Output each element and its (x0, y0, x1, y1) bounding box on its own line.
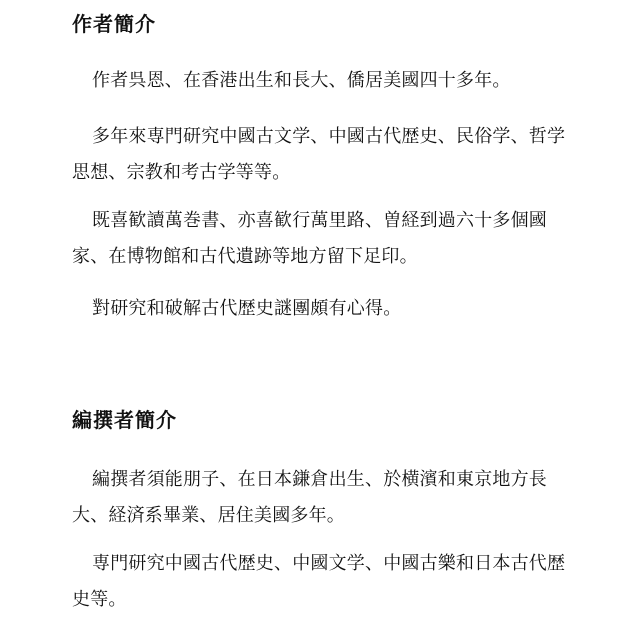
author-paragraph: 對研究和破解古代歴史謎團頗有心得。 (92, 298, 402, 319)
editor-paragraph: 専門研究中國古代歴史、中國文学、中國古樂和日本古代歴史等。 (72, 553, 566, 610)
author-paragraph: 作者呉恩、在香港出生和長大、僑居美國四十多年。 (92, 70, 511, 91)
editor-paragraph: 編撰者須能朋子、在日本鎌倉出生、於横濱和東京地方長大、経済系畢業、居住美國多年。 (72, 469, 547, 526)
author-paragraph: 既喜歓讀萬巻書、亦喜歓行萬里路、曽経到過六十多個國家、在博物館和古代遺跡等地方留下足印。 (72, 210, 547, 267)
editor-section-title: 編撰者簡介 (72, 408, 177, 432)
author-section-title: 作者簡介 (72, 12, 156, 36)
author-paragraph: 多年來専門研究中國古文学、中國古代歴史、民俗学、哲学思想、宗教和考古学等等。 (72, 126, 566, 183)
